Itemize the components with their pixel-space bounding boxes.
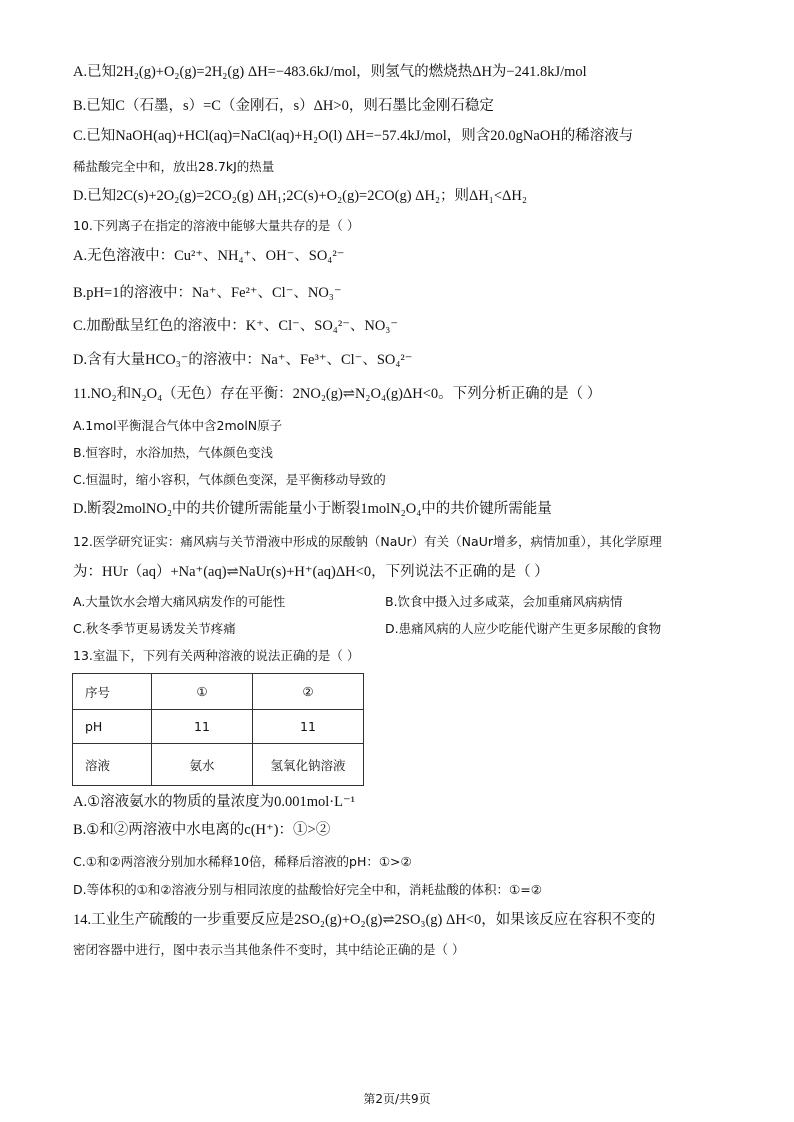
table-cell: 氢氧化钠溶液 xyxy=(253,744,364,786)
q14-stem: 14.工业生产硫酸的一步重要反应是2SO₂(g)+O₂(g)⇌2SO₃(g) ΔH<0，如果该反应在容积不变的 xyxy=(73,912,656,928)
q10-stem: 10.下列离子在指定的溶液中能够大量共存的是（ ） xyxy=(73,218,360,233)
q13-stem: 13.室温下，下列有关两种溶液的说法正确的是（ ） xyxy=(73,648,360,663)
table-cell: 11 xyxy=(152,710,253,744)
q11-option-a: A.1mol平衡混合气体中含2molN原子 xyxy=(73,418,283,433)
q13-option-c: C.①和②两溶液分别加水稀释10倍，稀释后溶液的pH：①>② xyxy=(73,854,412,869)
q11-stem: 11.NO₂和N₂O₄（无色）存在平衡：2NO₂(g)⇌N₂O₄(g)ΔH<0。下列分析正确的是（ ） xyxy=(73,386,602,402)
q13-table xyxy=(72,673,364,786)
q9-option-a: A.已知2H₂(g)+O₂(g)=2H₂(g) ΔH=−483.6kJ/mol，则氢气的燃烧热ΔH为−241.8kJ/mol xyxy=(73,64,587,80)
q11-option-b: B.恒容时，水浴加热，气体颜色变浅 xyxy=(73,445,274,460)
q13-option-a: A.①溶液氨水的物质的量浓度为0.001mol·L⁻¹ xyxy=(73,794,355,810)
table-row xyxy=(73,710,364,744)
table-cell: pH xyxy=(73,710,152,744)
q11-option-c: C.恒温时，缩小容积，气体颜色变深，是平衡移动导致的 xyxy=(73,472,386,487)
q10-option-b: B.pH=1的溶液中：Na⁺、Fe²⁺、Cl⁻、NO₃⁻ xyxy=(73,285,342,301)
q14-stem-cont: 密闭容器中进行，图中表示当其他条件不变时，其中结论正确的是（ ） xyxy=(73,942,465,957)
q12-option-c: C.秋冬季节更易诱发关节疼痛 xyxy=(73,621,236,636)
page-number: 第2页/共9页 xyxy=(363,1092,431,1106)
q10-option-a: A.无色溶液中：Cu²⁺、NH₄⁺、OH⁻、SO₄²⁻ xyxy=(73,248,345,264)
q12-option-d: D.患痛风病的人应少吃能代谢产生更多尿酸的食物 xyxy=(385,621,662,636)
q12-stem-cont: 为：HUr（aq）+Na⁺(aq)⇌NaUr(s)+H⁺(aq)ΔH<0，下列说法不正确的是（ ） xyxy=(73,564,549,580)
q10-option-d: D.含有大量HCO₃⁻的溶液中：Na⁺、Fe³⁺、Cl⁻、SO₄²⁻ xyxy=(73,352,413,368)
q9-option-c: C.已知NaOH(aq)+HCl(aq)=NaCl(aq)+H₂O(l) ΔH=−57.4kJ/mol，则含20.0gNaOH的稀溶液与 xyxy=(73,128,634,144)
q9-option-d: D.已知2C(s)+2O₂(g)=2CO₂(g) ΔH₁;2C(s)+O₂(g)=2CO(g) ΔH₂；则ΔH₁<ΔH₂ xyxy=(73,188,527,204)
table-row xyxy=(73,744,364,786)
q9-option-b: B.已知C（石墨，s）=C（金刚石，s）ΔH>0，则石墨比金刚石稳定 xyxy=(73,98,494,114)
q11-option-d: D.断裂2molNO₂中的共价键所需能量小于断裂1molN₂O₄中的共价键所需能量 xyxy=(73,501,552,517)
table-cell: ② xyxy=(253,674,364,710)
q13-option-b: B.①和②两溶液中水电离的c(H⁺)：①>② xyxy=(73,822,331,838)
table-cell: 溶液 xyxy=(73,744,152,786)
q12-option-a: A.大量饮水会增大痛风病发作的可能性 xyxy=(73,594,286,609)
q12-stem: 12.医学研究证实：痛风病与关节滑液中形成的尿酸钠（NaUr）有关（NaUr增多，病情加重），其化学原理 xyxy=(73,534,662,549)
q13-option-d: D.等体积的①和②溶液分别与相同浓度的盐酸恰好完全中和，消耗盐酸的体积：①=② xyxy=(73,882,542,897)
q9-option-c-cont: 稀盐酸完全中和，放出28.7kJ的热量 xyxy=(73,159,275,174)
q10-option-c: C.加酚酞呈红色的溶液中：K⁺、Cl⁻、SO₄²⁻、NO₃⁻ xyxy=(73,318,399,334)
table-cell: ① xyxy=(152,674,253,710)
q12-option-b: B.饮食中摄入过多咸菜，会加重痛风病病情 xyxy=(385,594,623,609)
table-cell: 氨水 xyxy=(152,744,253,786)
table-cell: 序号 xyxy=(73,674,152,710)
table-cell: 11 xyxy=(253,710,364,744)
table-row xyxy=(73,674,364,710)
